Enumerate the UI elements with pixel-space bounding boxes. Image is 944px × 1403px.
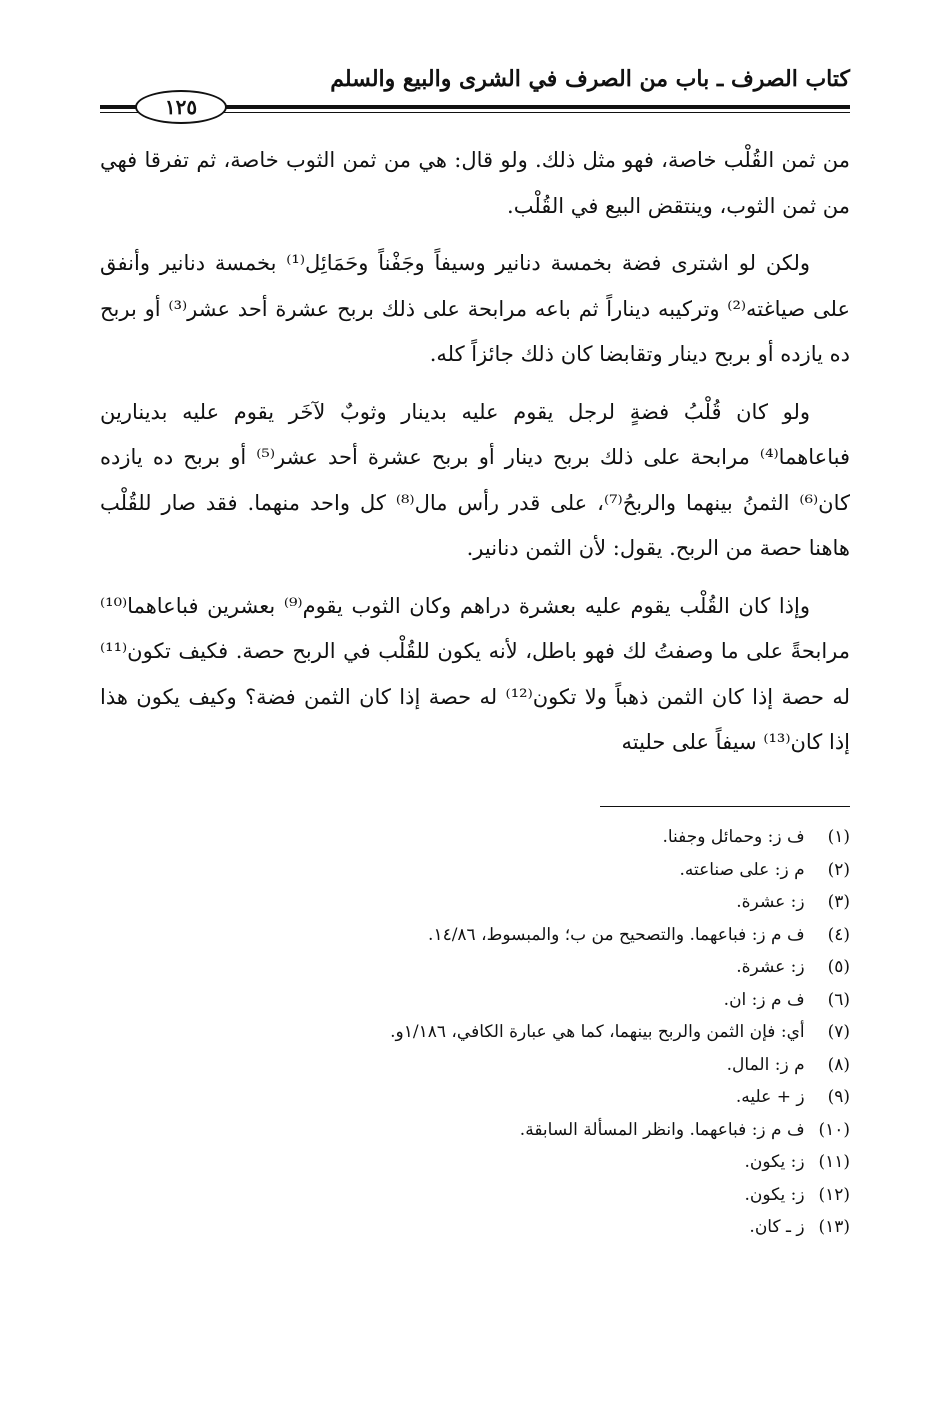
footnote-number: (٤): [827, 924, 850, 945]
paragraph-text: من ثمن القُلْب خاصة، فهو مثل ذلك. ولو قال: هي من ثمن الثوب خاصة، ثم تفرقا فهي من ثمن الثوب، وينتقض البيع في القُلْب.: [100, 148, 850, 218]
paragraph: [100, 241, 850, 378]
footnote-item: [100, 1179, 850, 1212]
footnote-text: ز: يكون.: [744, 1184, 805, 1205]
footnote-text: ز: يكون.: [744, 1152, 805, 1172]
paragraph-text: ولو كان قُلْبُ فضةٍ لرجل يقوم عليه بدينار وثوبٌ لآخَر يقوم عليه بدينارين فباعاهما⁽⁴⁾ مرابحة على ذلك بربح دينار أو بربح عشرة أحد عشر⁽⁵⁾ أو بربح ده يازده كان⁽⁶⁾ الثمنُ بينهما والربحُ⁽⁷⁾، على قدر رأس مال⁽⁸⁾ كل واحد منهما. فقد صار للقُلْب هاهنا حصة من الربح. يقول: لأن الثمن دنانير.: [100, 399, 850, 560]
paragraph-text: ولكن لو اشترى فضة بخمسة دنانير وسيفاً وجَفْناً وحَمَائِل⁽¹⁾ بخمسة دنانير وأنفق على صياغته⁽²⁾ وتركيبه ديناراً ثم باعه مرابحة على ذلك بربح عشرة أحد عشر⁽³⁾ أو بربح ده يازده أو بربح دينار وتقابضا كان ذلك جائزاً كله.: [100, 251, 850, 366]
footnote-text: م ز: على صناعته.: [679, 859, 805, 880]
footnote-text: ف م ز: فباعهما. وانظر المسألة السابقة.: [519, 1119, 805, 1140]
book-page: [100, 60, 850, 1244]
footnote-item: [100, 1049, 850, 1082]
footnote-number: (٧): [827, 1022, 850, 1042]
paragraph-text: وإذا كان القُلْب يقوم عليه بعشرة دراهم وكان الثوب يقوم⁽⁹⁾ بعشرين فباعاهما⁽¹⁰⁾ مرابحةً على ما وصفتُ لك فهو باطل، لأنه يكون للقُلْب في الربح حصة. فكيف تكون⁽¹¹⁾ له حصة إذا كان الثمن ذهباً ولا تكون⁽¹²⁾ له حصة إذا كان الثمن فضة؟ وكيف يكون هذا إذا كان⁽¹³⁾ سيفاً على حليته: [100, 593, 850, 754]
footnote-item: [100, 1211, 850, 1244]
footnote-item: [100, 1146, 850, 1179]
footnote-text: ف ز: وحمائل وجفنا.: [662, 827, 805, 847]
footnote-number: (٣): [827, 892, 850, 912]
running-header: [100, 60, 850, 118]
footnote-number: (١٣): [818, 1217, 850, 1237]
page-number-badge: ١٢٥: [135, 90, 227, 124]
footnote-text: ز + عليه.: [735, 1087, 805, 1107]
paragraph: [100, 390, 850, 572]
footnote-number: (١٠): [818, 1119, 850, 1140]
footnote-item: [100, 854, 850, 887]
footnote-item: [100, 1114, 850, 1147]
paragraph: [100, 584, 850, 766]
paragraph: [100, 138, 850, 229]
footnote-number: (٩): [827, 1087, 850, 1107]
footnote-number: (٥): [827, 957, 850, 977]
footnote-number: (١١): [818, 1152, 850, 1172]
footnote-item: [100, 951, 850, 984]
footnote-item: [100, 821, 850, 854]
footnote-number: (٦): [827, 989, 850, 1010]
footnote-number: (٢): [827, 859, 850, 880]
footnote-separator: [600, 806, 850, 808]
footnote-text: ز: عشرة.: [736, 957, 805, 977]
footnote-text: ز ـ كان.: [749, 1217, 805, 1237]
running-title: كتاب الصرف ـ باب من الصرف في الشرى والبيع والسلم: [330, 66, 850, 92]
footnote-item: [100, 984, 850, 1017]
footnote-text: ف م ز: ان.: [723, 989, 805, 1010]
main-text: [100, 138, 850, 766]
footnotes-list: [100, 821, 850, 1244]
footnote-item: [100, 919, 850, 952]
footnote-text: ف م ز: فباعهما. والتصحيح من ب؛ والمبسوط، ١٤/٨٦.: [428, 924, 805, 945]
footnote-item: [100, 1081, 850, 1114]
footnote-text: م ز: المال.: [726, 1054, 805, 1075]
footnote-number: (٨): [827, 1054, 850, 1075]
footnote-number: (١): [827, 827, 850, 847]
footnote-text: ز: عشرة.: [736, 892, 805, 912]
footnote-item: [100, 886, 850, 919]
footnote-number: (١٢): [818, 1184, 850, 1205]
footnote-item: [100, 1016, 850, 1049]
footnote-text: أي: فإن الثمن والربح بينهما، كما هي عبارة الكافي، ١/١٨٦و.: [390, 1022, 805, 1042]
